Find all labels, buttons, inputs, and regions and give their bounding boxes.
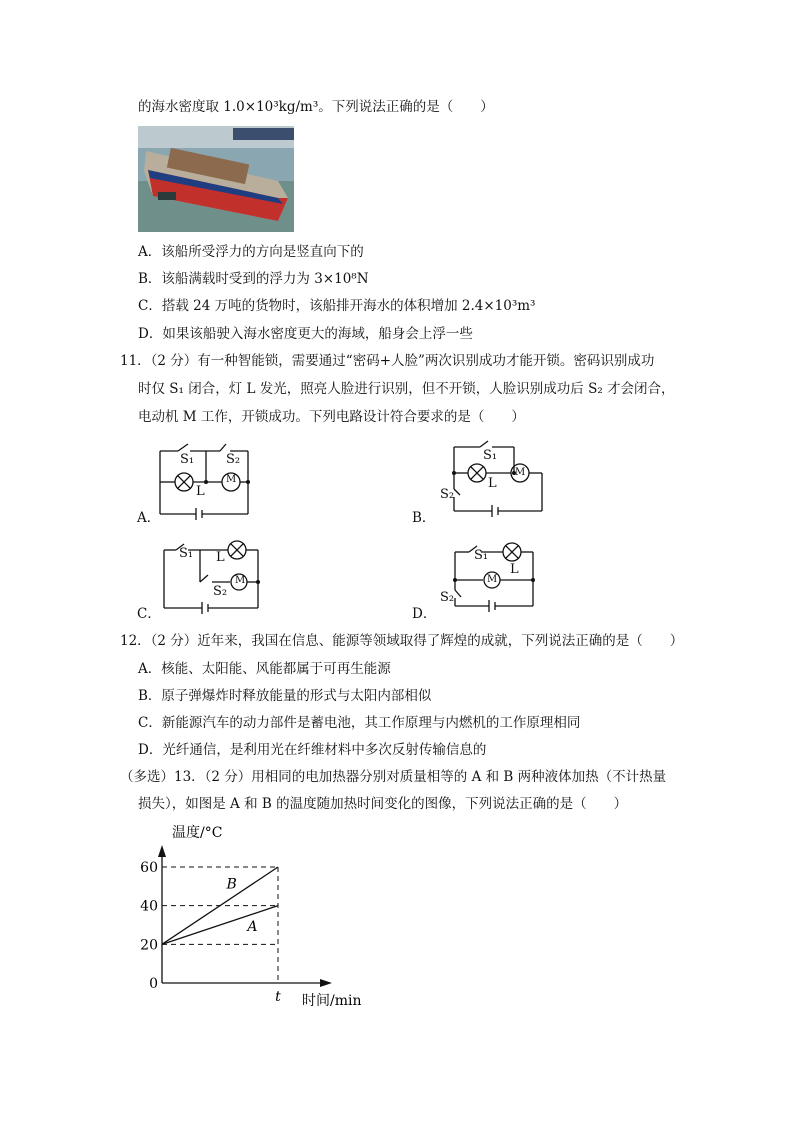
circuit-d-s1: S₁	[474, 548, 489, 563]
circuit-a-s1: S₁	[180, 452, 195, 467]
q11-stem-line-2: 时仅 S₁ 闭合，灯 L 发光，照亮人脸进行识别，但不开锁，人脸识别成功后 S₂ 才会闭合，	[138, 381, 675, 397]
circuit-c-s2: S₂	[213, 584, 228, 599]
option-c-label: C．	[137, 606, 161, 622]
circuit-a-motor-label: M	[226, 474, 237, 485]
circuit-d-motor-label: M	[487, 574, 498, 585]
y-tick-label: 60	[140, 860, 158, 876]
x-tick-label-t: t	[275, 989, 281, 1005]
q12-option-b: B．原子弹爆炸时释放能量的形式与太阳内部相似	[138, 688, 432, 704]
series-label-a: A	[247, 918, 258, 935]
circuit-b-s2: S₂	[440, 487, 455, 502]
q12-stem: 12．（2 分）近年来，我国在信息、能源等领域取得了辉煌的成就，下列说法正确的是（ ）	[120, 633, 684, 649]
circuit-c-motor-label: M	[235, 575, 246, 586]
circuit-b-s1: S₁	[483, 448, 498, 463]
circuit-a-lamp-label: L	[196, 484, 205, 499]
q10-option-c: C．搭载 24 万吨的货物时，该船排开海水的体积增加 2.4×10³m³	[138, 298, 536, 314]
series-line-a	[162, 906, 278, 945]
y-axis-label: 温度/°C	[172, 825, 223, 841]
option-d-label: D．	[412, 606, 437, 622]
circuit-d-s2: S₂	[440, 590, 455, 605]
series-line-b	[162, 867, 278, 944]
circuit-a-s2: S₂	[226, 452, 241, 467]
option-a-label: A．	[137, 510, 161, 526]
y-tick-label: 40	[140, 898, 158, 915]
q10-stem-tail: 的海水密度取 1.0×10³kg/m³。下列说法正确的是（ ）	[138, 99, 494, 115]
series-label-b: B	[226, 876, 237, 893]
x-axis-label: 时间/min	[302, 993, 362, 1009]
circuit-d-lamp-label: L	[510, 562, 519, 577]
option-b-label: B．	[412, 510, 436, 526]
q12-option-a: A．核能、太阳能、风能都属于可再生能源	[138, 661, 391, 677]
circuit-b-motor-label: M	[515, 467, 526, 478]
circuit-c-lamp-label: L	[216, 550, 225, 565]
q10-option-d: D．如果该船驶入海水密度更大的海域，船身会上浮一些	[138, 326, 473, 342]
y-axis-arrow	[158, 845, 166, 857]
circuit-b	[454, 445, 546, 521]
q10-option-b: B．该船满载时受到的浮力为 3×10⁸N	[138, 271, 369, 287]
q11-stem-line-1: 11．（2 分）有一种智能锁，需要通过“密码+人脸”两次识别成功才能开锁。密码识别成功	[120, 353, 655, 369]
q12-option-c: C．新能源汽车的动力部件是蓄电池，其工作原理与内燃机的工作原理相同	[138, 715, 581, 731]
q13-stem-line-2: 损失），如图是 A 和 B 的温度随加热时间变化的图像，下列说法正确的是（ ）	[138, 796, 628, 812]
q11-stem-line-3: 电动机 M 工作，开锁成功。下列电路设计符合要求的是（ ）	[138, 409, 525, 425]
ship-photo	[138, 126, 294, 232]
circuit-b-lamp-label: L	[488, 476, 497, 491]
q10-option-a: A．该船所受浮力的方向是竖直向下的	[138, 244, 364, 260]
circuit-a	[160, 448, 260, 524]
y-tick-label: 0	[149, 976, 158, 992]
temperature-time-chart	[140, 823, 380, 1013]
q13-stem-line-1: （多选）13．（2 分）用相同的电加热器分别对质量相等的 A 和 B 两种液体加热（不计热量	[120, 769, 667, 785]
q12-option-d: D．光纤通信，是利用光在纤维材料中多次反射传输信息的	[138, 742, 487, 758]
circuit-c-s1: S₁	[179, 546, 194, 561]
y-tick-label: 20	[140, 937, 158, 954]
x-axis-arrow	[320, 979, 332, 987]
